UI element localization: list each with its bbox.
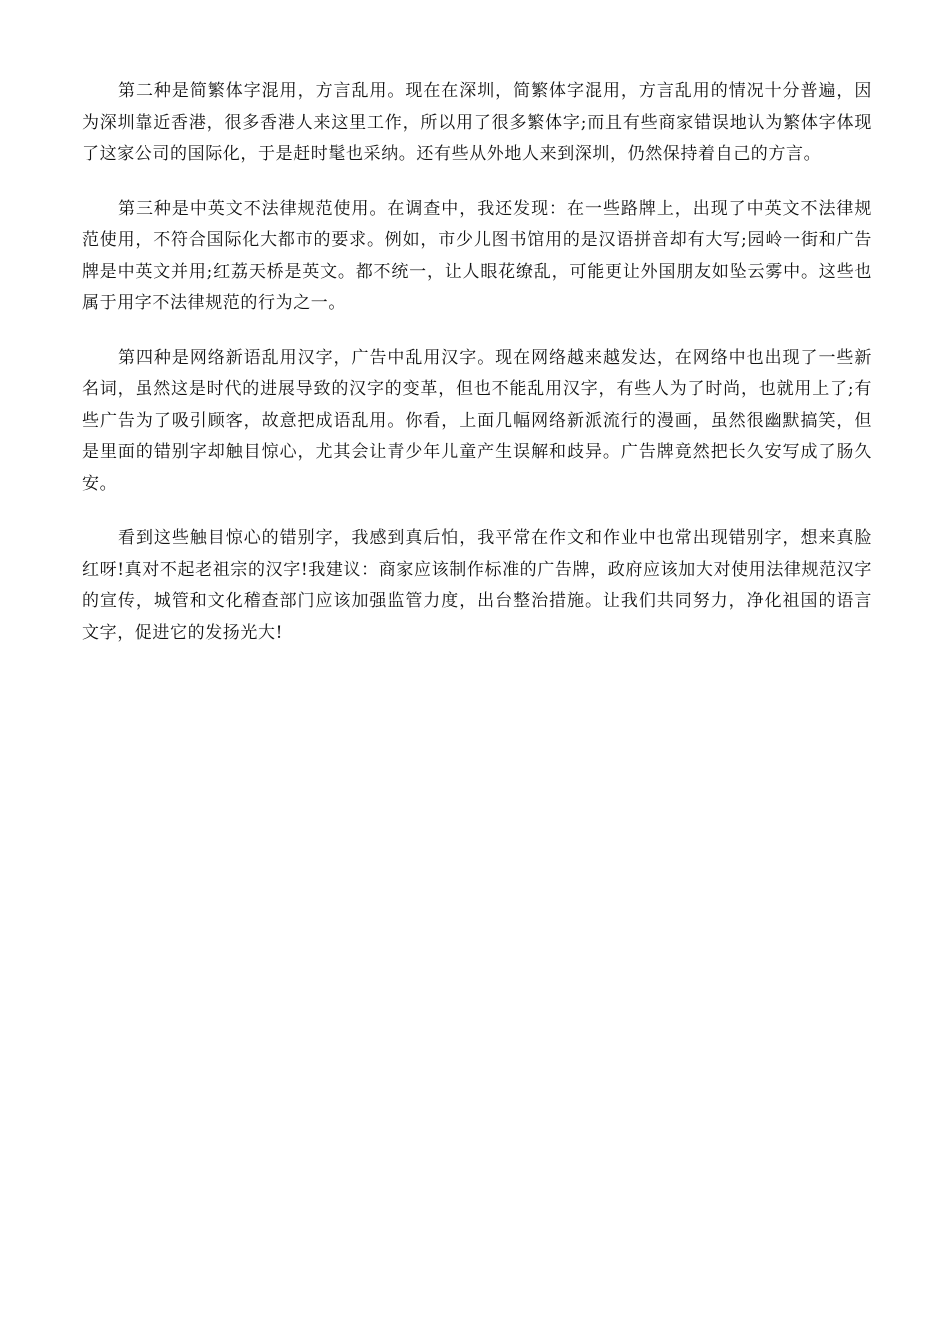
document-body [82,76,872,672]
paragraph-third-type: 第三种是中英文不法律规范使用。在调查中，我还发现：在一些路牌上，出现了中英文不法律规范使用，不符合国际化大都市的要求。例如，市少儿图书馆用的是汉语拼音却有大写;园岭一街和广告牌是中英文并用;红荔天桥是英文。都不统一，让人眼花缭乱，可能更让外国朋友如坠云雾中。这些也属于用字不法律规范的行为之一。 [82,198,872,313]
paragraph-fourth-type: 第四种是网络新语乱用汉字，广告中乱用汉字。现在网络越来越发达，在网络中也出现了一些新名词，虽然这是时代的进展导致的汉字的变革，但也不能乱用汉字，有些人为了时尚，也就用上了;有些广告为了吸引顾客，故意把成语乱用。你看，上面几幅网络新派流行的漫画，虽然很幽默搞笑，但是里面的错别字却触目惊心，尤其会让青少年儿童产生误解和歧异。广告牌竟然把长久安写成了肠久安。 [82,347,872,494]
paragraph-conclusion: 看到这些触目惊心的错别字，我感到真后怕，我平常在作文和作业中也常出现错别字，想来真脸红呀!真对不起老祖宗的汉字!我建议：商家应该制作标准的广告牌，政府应该加大对使用法律规范汉字的宣传，城管和文化稽查部门应该加强监管力度，出台整治措施。让我们共同努力，净化祖国的语言文字，促进它的发扬光大! [82,528,872,643]
paragraph-second-type: 第二种是简繁体字混用，方言乱用。现在在深圳，简繁体字混用，方言乱用的情况十分普遍，因为深圳靠近香港，很多香港人来这里工作，所以用了很多繁体字;而且有些商家错误地认为繁体字体现了这家公司的国际化，于是赶时髦也采纳。还有些从外地人来到深圳，仍然保持着自己的方言。 [82,81,872,164]
